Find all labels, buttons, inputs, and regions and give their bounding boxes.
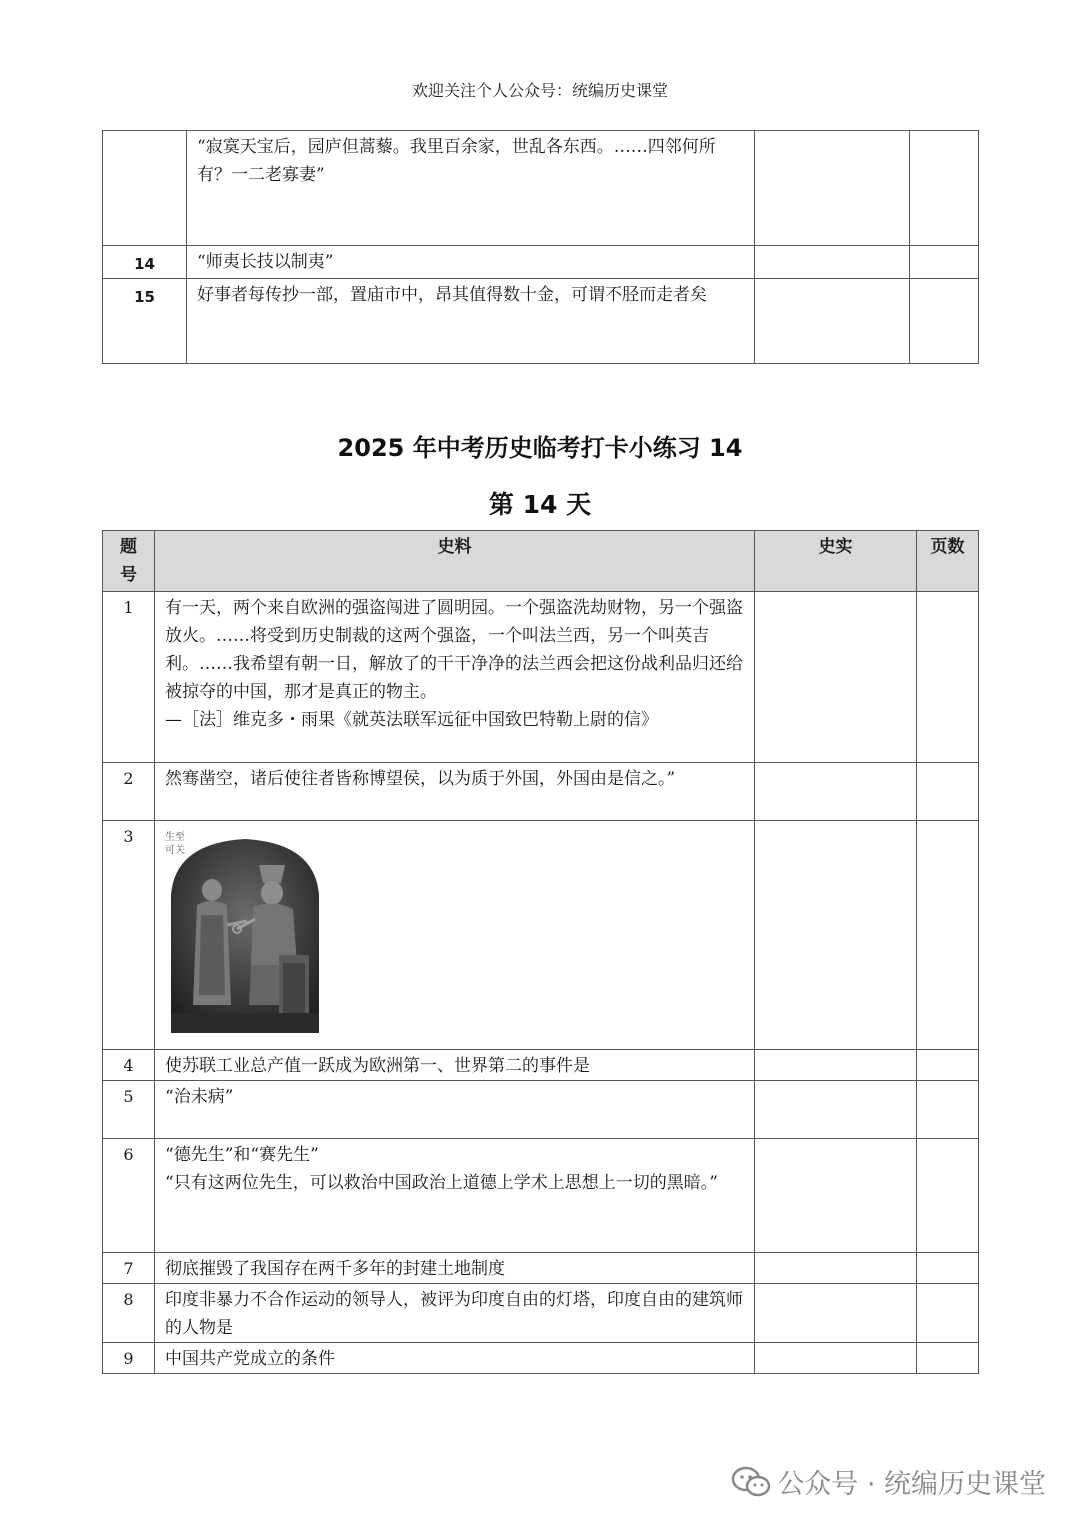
day-title: 第 14 天 bbox=[488, 490, 592, 519]
source-text: 使苏联工业总产值一跃成为欧洲第一、世界第二的事件是 bbox=[155, 1050, 755, 1081]
table-row bbox=[103, 1081, 979, 1139]
source-text: “德先生”和“赛先生” bbox=[165, 1145, 319, 1165]
header-page: 页数 bbox=[917, 531, 979, 592]
fact-cell[interactable] bbox=[755, 246, 910, 279]
source-text: 印度非暴力不合作运动的领导人，被评为印度自由的灯塔，印度自由的建筑师的人物是 bbox=[155, 1284, 755, 1343]
question-number bbox=[103, 131, 187, 246]
image-caption: 生至可关 bbox=[165, 832, 185, 856]
table-row bbox=[103, 1284, 979, 1343]
source-cell bbox=[155, 821, 755, 1050]
table-row bbox=[103, 1253, 979, 1284]
question-number: 5 bbox=[103, 1081, 155, 1139]
question-number: 9 bbox=[103, 1343, 155, 1374]
question-number: 8 bbox=[103, 1284, 155, 1343]
header-note: 欢迎关注个人公众号：统编历史课堂 bbox=[411, 81, 668, 100]
source-text: 然骞凿空，诸后使往者皆称博望侯，以为质于外国，外国由是信之。” bbox=[155, 763, 755, 821]
table-row bbox=[103, 279, 979, 364]
fact-cell[interactable] bbox=[755, 1050, 917, 1081]
page-cell[interactable] bbox=[917, 592, 979, 763]
fact-cell[interactable] bbox=[755, 1343, 917, 1374]
table-row bbox=[103, 246, 979, 279]
fact-cell[interactable] bbox=[755, 821, 917, 1050]
question-number: 4 bbox=[103, 1050, 155, 1081]
wechat-icon bbox=[731, 1465, 771, 1499]
fact-cell[interactable] bbox=[755, 592, 917, 763]
fact-cell[interactable] bbox=[755, 1253, 917, 1284]
fact-cell[interactable] bbox=[755, 131, 910, 246]
page-cell[interactable] bbox=[917, 821, 979, 1050]
table-row bbox=[103, 1139, 979, 1253]
source-cell bbox=[155, 1139, 755, 1253]
table-row bbox=[103, 763, 979, 821]
page-cell[interactable] bbox=[917, 1081, 979, 1139]
watermark-text: 公众号 · 统编历史课堂 bbox=[777, 1469, 1046, 1500]
source-text: “师夷长技以制夷” bbox=[187, 246, 755, 279]
fact-cell[interactable] bbox=[755, 279, 910, 364]
fact-cell[interactable] bbox=[755, 1081, 917, 1139]
fact-cell[interactable] bbox=[755, 1139, 917, 1253]
page-cell[interactable] bbox=[917, 1139, 979, 1253]
question-number: 14 bbox=[103, 246, 187, 279]
source-citation: —［法］维克多・雨果《就英法联军远征中国致巴特勒上尉的信》 bbox=[165, 710, 658, 730]
page-cell[interactable] bbox=[910, 131, 979, 246]
table-row bbox=[103, 592, 979, 763]
source-text: 有一天，两个来自欧洲的强盗闯进了圆明园。一个强盗洗劫财物，另一个强盗放火。……将受到历史制裁的这两个强盗，一个叫法兰西，另一个叫英吉利。……我希望有朝一日，解放了的干干净净的法兰西会把这份战利品归还给被掠夺的中国，那才是真正的物主。 bbox=[165, 598, 743, 702]
page-cell[interactable] bbox=[917, 1284, 979, 1343]
page-title: 2025 年中考历史临考打卡小练习 14 bbox=[337, 434, 743, 462]
source-text-quote: “只有这两位先生，可以救治中国政治上道德上学术上思想上一切的黑暗。” bbox=[165, 1173, 718, 1193]
page-cell[interactable] bbox=[917, 1050, 979, 1081]
question-number: 2 bbox=[103, 763, 155, 821]
table-row bbox=[103, 1343, 979, 1374]
table-row bbox=[103, 131, 979, 246]
question-number: 3 bbox=[103, 821, 155, 1050]
header-number: 题号 bbox=[103, 531, 155, 592]
source-text: 好事者每传抄一部，置庙市中，昂其值得数十金，可谓不胫而走者矣 bbox=[187, 279, 755, 364]
header-fact: 史实 bbox=[755, 531, 917, 592]
page-cell[interactable] bbox=[917, 1253, 979, 1284]
page-cell[interactable] bbox=[917, 1343, 979, 1374]
table-header-row bbox=[103, 531, 979, 592]
header-source: 史料 bbox=[155, 531, 755, 592]
question-number: 7 bbox=[103, 1253, 155, 1284]
question-number: 1 bbox=[103, 592, 155, 763]
exercise-table bbox=[102, 530, 979, 1374]
page-cell[interactable] bbox=[917, 763, 979, 821]
source-text: “治未病” bbox=[155, 1081, 755, 1139]
page-cell[interactable] bbox=[910, 279, 979, 364]
source-text: 中国共产党成立的条件 bbox=[155, 1343, 755, 1374]
table-row bbox=[103, 1050, 979, 1081]
page-cell[interactable] bbox=[910, 246, 979, 279]
fact-cell[interactable] bbox=[755, 1284, 917, 1343]
source-cell bbox=[155, 592, 755, 763]
source-text: 彻底摧毁了我国存在两千多年的封建土地制度 bbox=[155, 1253, 755, 1284]
question-number: 6 bbox=[103, 1139, 155, 1253]
fact-cell[interactable] bbox=[755, 763, 917, 821]
table-row bbox=[103, 821, 979, 1050]
previous-table bbox=[102, 130, 979, 364]
source-text: “寂寞天宝后，园庐但蒿藜。我里百余家，世乱各东西。……四邻何所有？一二老寡妻” bbox=[187, 131, 755, 246]
stele-relief-image bbox=[167, 835, 322, 1033]
watermark bbox=[731, 1462, 1046, 1501]
question-number: 15 bbox=[103, 279, 187, 364]
